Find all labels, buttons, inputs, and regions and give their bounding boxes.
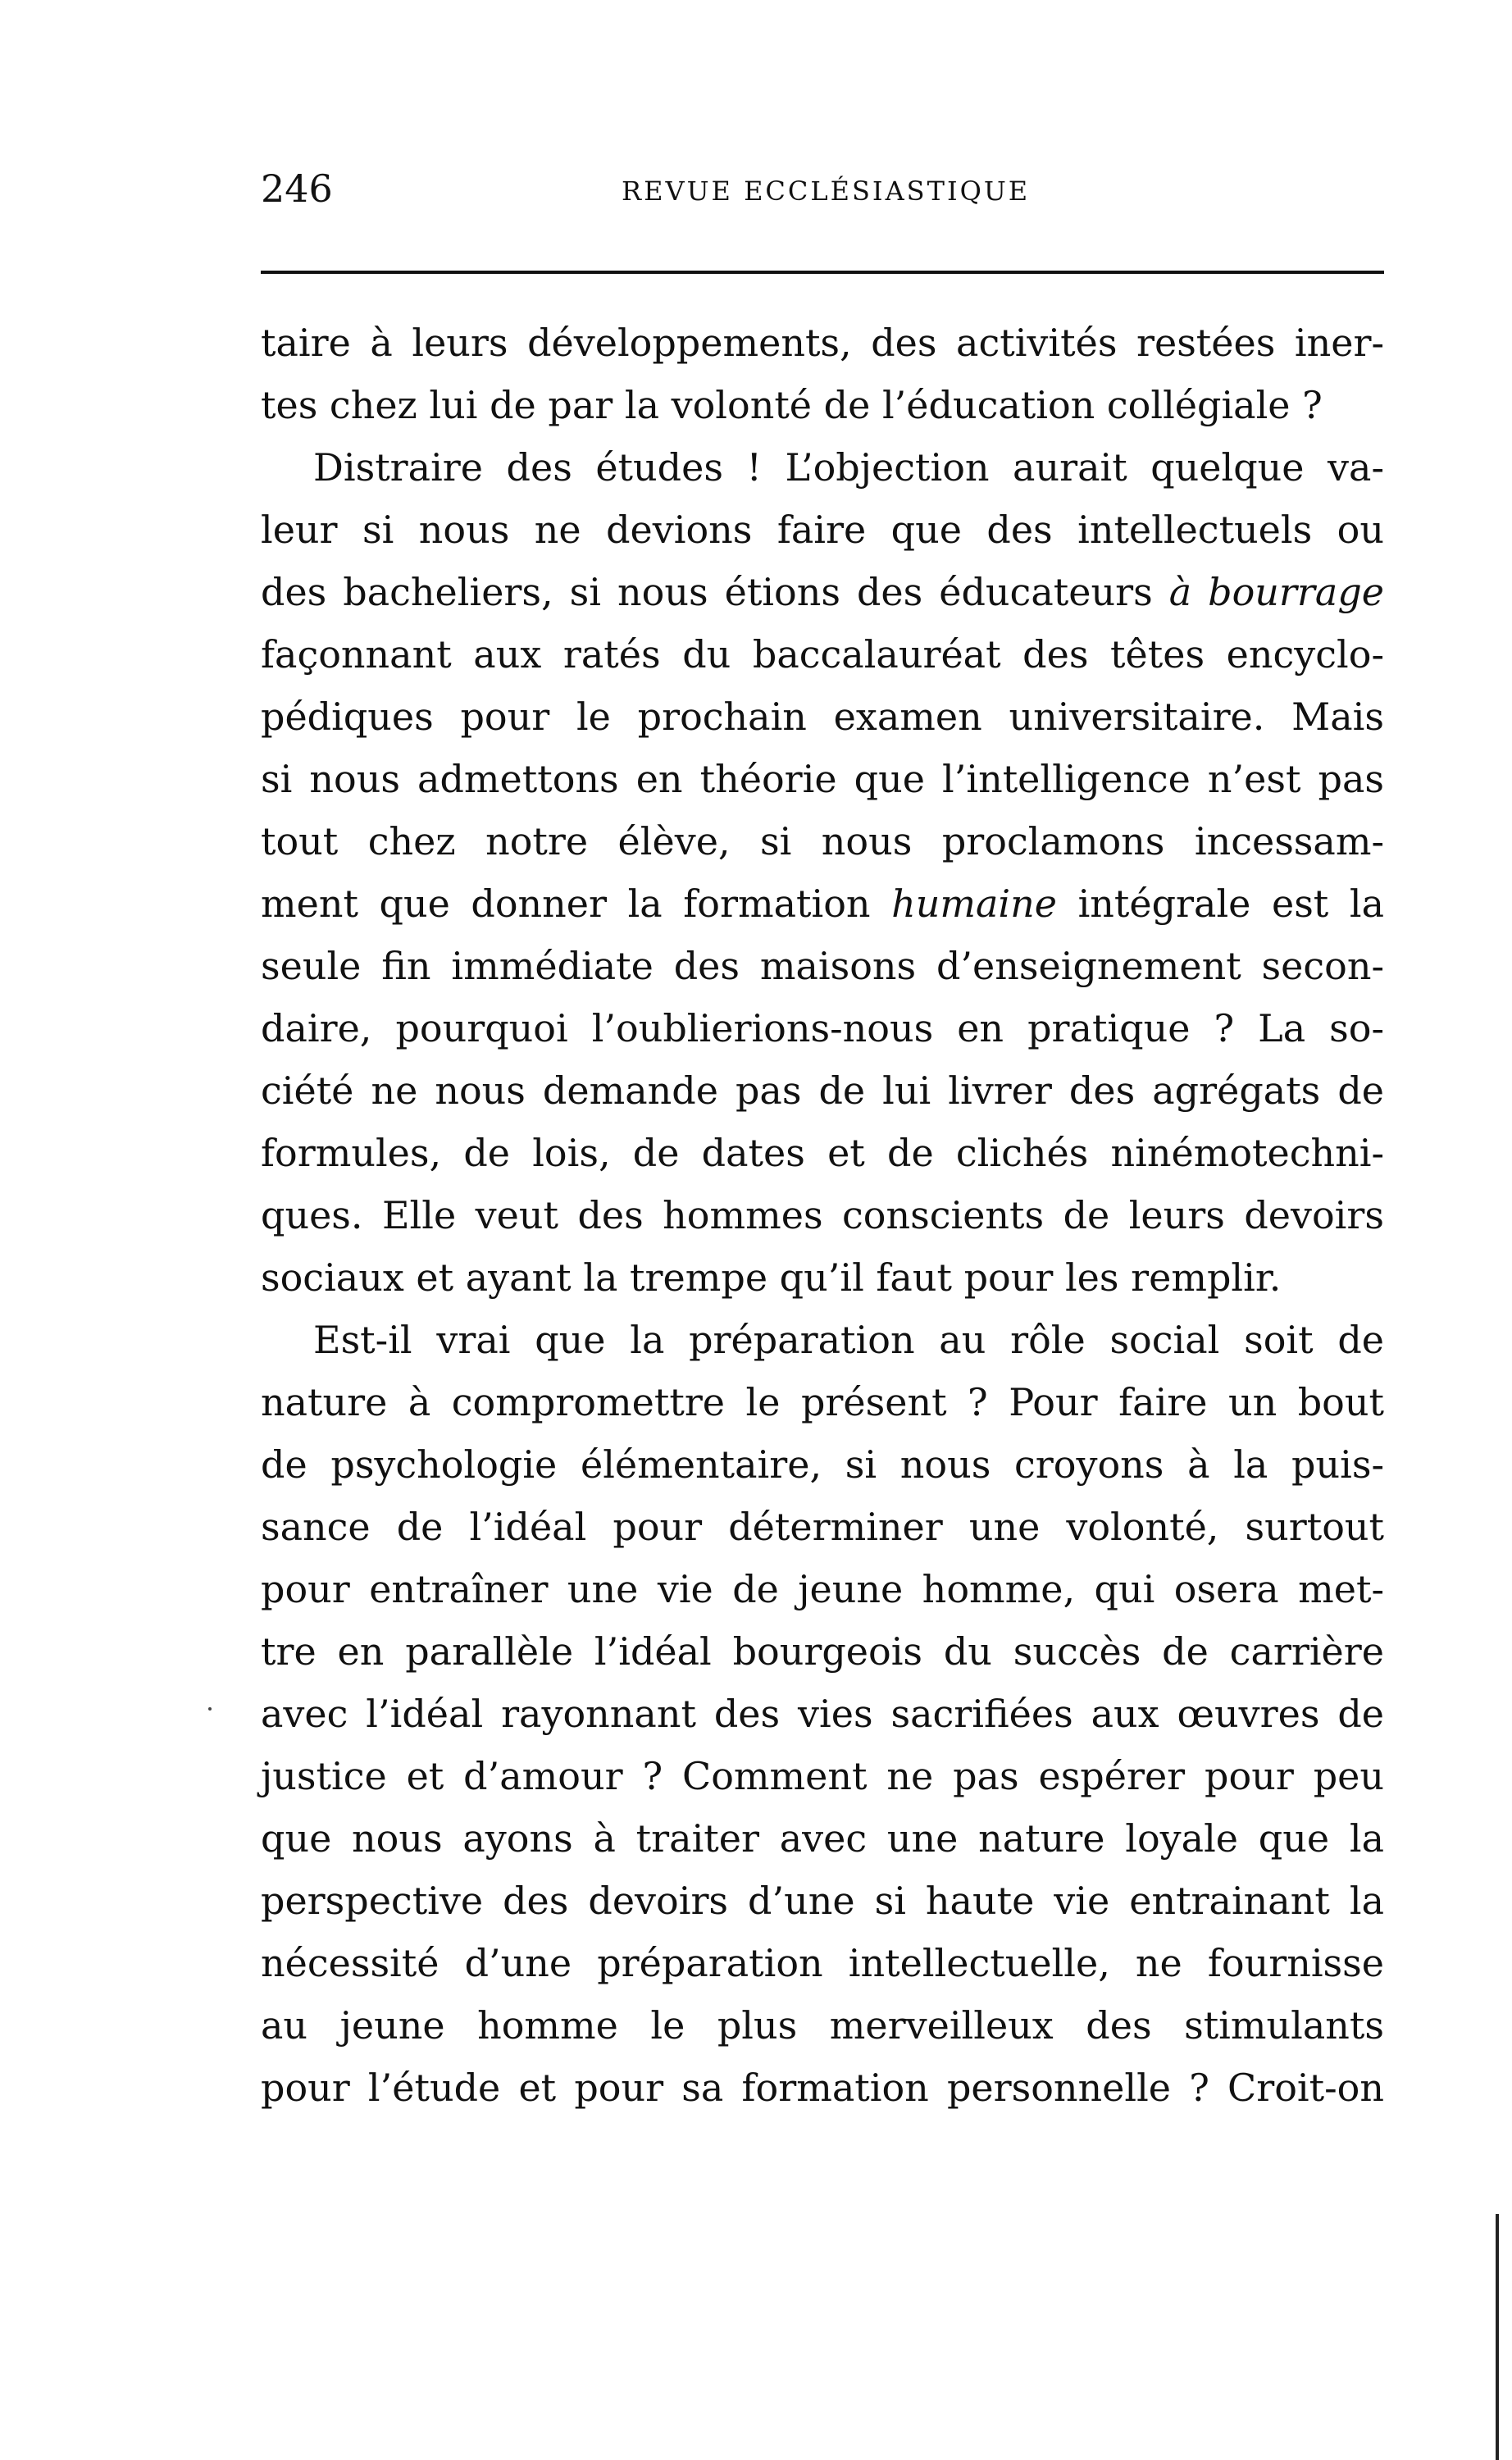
page-number: 246 <box>261 166 333 211</box>
header-rule <box>261 271 1384 274</box>
text-line: pour entraîner une vie de jeune homme, qui osera met- <box>261 1567 1384 1611</box>
text-line: sociaux et ayant la trempe qu’il faut pour les remplir. <box>261 1255 1282 1300</box>
text-line: taire à leurs développements, des activités restées iner- <box>261 321 1384 365</box>
text-line: sance de l’idéal pour déterminer une volonté, surtout <box>261 1505 1384 1549</box>
text-line: avec l’idéal rayonnant des vies sacrifiées aux œuvres de <box>261 1692 1384 1736</box>
text-line: Distraire des études ! L’objection aurait quelque va- <box>313 445 1384 490</box>
text-line: que nous ayons à traiter avec une nature loyale que la <box>261 1816 1384 1861</box>
text-line: daire, pourquoi l’oublierions-nous en pratique ? La so- <box>261 1006 1384 1050</box>
text-line: leur si nous ne devions faire que des intellectuels ou <box>261 508 1384 552</box>
text-segment: ment que donner la formation <box>261 882 871 926</box>
text-line: si nous admettons en théorie que l’intelligence n’est pas <box>261 757 1384 801</box>
text-line: seule fin immédiate des maisons d’enseignement secon- <box>261 944 1384 988</box>
text-line: de psychologie élémentaire, si nous croyons à la puis- <box>261 1442 1384 1487</box>
text-line: pour l’étude et pour sa formation personnelle ? Croit-on <box>261 2066 1384 2110</box>
italic-word: humaine <box>891 882 1057 926</box>
scan-speck <box>208 1707 212 1711</box>
text-line: nécessité d’une préparation intellectuelle, ne fournisse <box>261 1941 1384 1985</box>
text-line: ciété ne nous demande pas de lui livrer des agrégats de <box>261 1068 1384 1113</box>
text-segment: intégrale est la <box>1077 882 1384 926</box>
text-line <box>261 561 1384 623</box>
text-line: nature à compromettre le présent ? Pour faire un bout <box>261 1380 1384 1424</box>
text-line: perspective des devoirs d’une si haute vie entrainant la <box>261 1879 1384 1923</box>
text-line: façonnant aux ratés du baccalauréat des têtes encyclo- <box>261 632 1384 676</box>
text-line: formules, de lois, de dates et de clichés ninémotechni- <box>261 1131 1384 1175</box>
text-segment: des bacheliers, si nous étions des éducateurs <box>261 570 1153 614</box>
scan-edge-mark <box>1496 2214 1499 2460</box>
text-line: ques. Elle veut des hommes conscients de leurs devoirs <box>261 1193 1384 1237</box>
text-line: tre en parallèle l’idéal bourgeois du succès de carrière <box>261 1629 1384 1674</box>
text-line: justice et d’amour ? Comment ne pas espérer pour peu <box>261 1754 1384 1798</box>
running-head <box>261 164 1384 213</box>
italic-phrase: à bourrage <box>1168 570 1385 614</box>
text-line <box>261 872 1384 935</box>
text-line: au jeune homme le plus merveilleux des stimulants <box>261 2003 1384 2048</box>
text-line: Est-il vrai que la préparation au rôle social soit de <box>313 1318 1384 1362</box>
journal-title: REVUE ECCLÉSIASTIQUE <box>622 175 1031 207</box>
body-text <box>261 312 1384 2119</box>
text-line: pédiques pour le prochain examen universitaire. Mais <box>261 695 1384 739</box>
text-line: tes chez lui de par la volonté de l’éducation collégiale ? <box>261 383 1323 427</box>
text-line: tout chez notre élève, si nous proclamons incessam- <box>261 819 1384 863</box>
